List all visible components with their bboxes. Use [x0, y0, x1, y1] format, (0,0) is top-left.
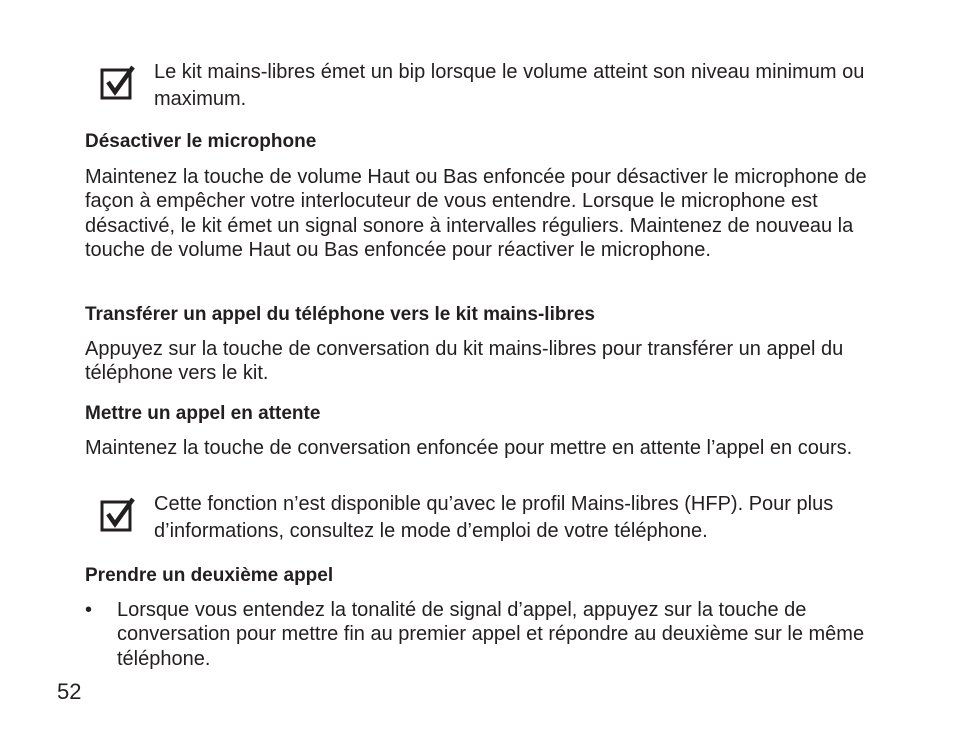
section-body-transfer: Appuyez sur la touche de conversation du kit mains-libres pour transférer un appel du téléphone vers le kit.: [85, 338, 844, 385]
section-body-mute: Maintenez la touche de volume Haut ou Bas enfoncée pour désactiver le microphone de façon à empêcher votre interlocuteur de vous entendre. Lorsque le microphone est désactivé, le kit émet un signal sonore à intervalles réguliers. Maintenez de nouveau la touche de volume Haut ou Bas enfoncée pour réactiver le microphone.: [85, 166, 867, 261]
section-heading-second-call: Prendre un deuxième appel: [85, 565, 334, 586]
section-heading-hold: Mettre un appel en attente: [85, 403, 321, 424]
section-heading-transfer: Transférer un appel du téléphone vers le kit mains-libres: [85, 304, 595, 325]
bullet-text: Lorsque vous entendez la tonalité de signal d’appel, appuyez sur la touche de conversation pour mettre fin au premier appel et répondre au deuxième sur le même téléphone.: [117, 599, 865, 670]
checkbox-check-icon: [100, 497, 136, 533]
bullet-icon: •: [85, 599, 93, 621]
section-heading-mute: Désactiver le microphone: [85, 131, 317, 152]
note-text: Cette fonction n’est disponible qu’avec le profil Mains-libres (HFP). Pour plus d’informations, consultez le mode d’emploi de votre téléphone.: [154, 493, 834, 542]
note-text: Le kit mains-libres émet un bip lorsque le volume atteint son niveau minimum ou maximum.: [154, 61, 865, 110]
section-body-hold: Maintenez la touche de conversation enfoncée pour mettre en attente l’appel en cours.: [85, 437, 853, 459]
checkbox-check-icon: [100, 65, 136, 101]
page-number: 52: [57, 679, 82, 704]
